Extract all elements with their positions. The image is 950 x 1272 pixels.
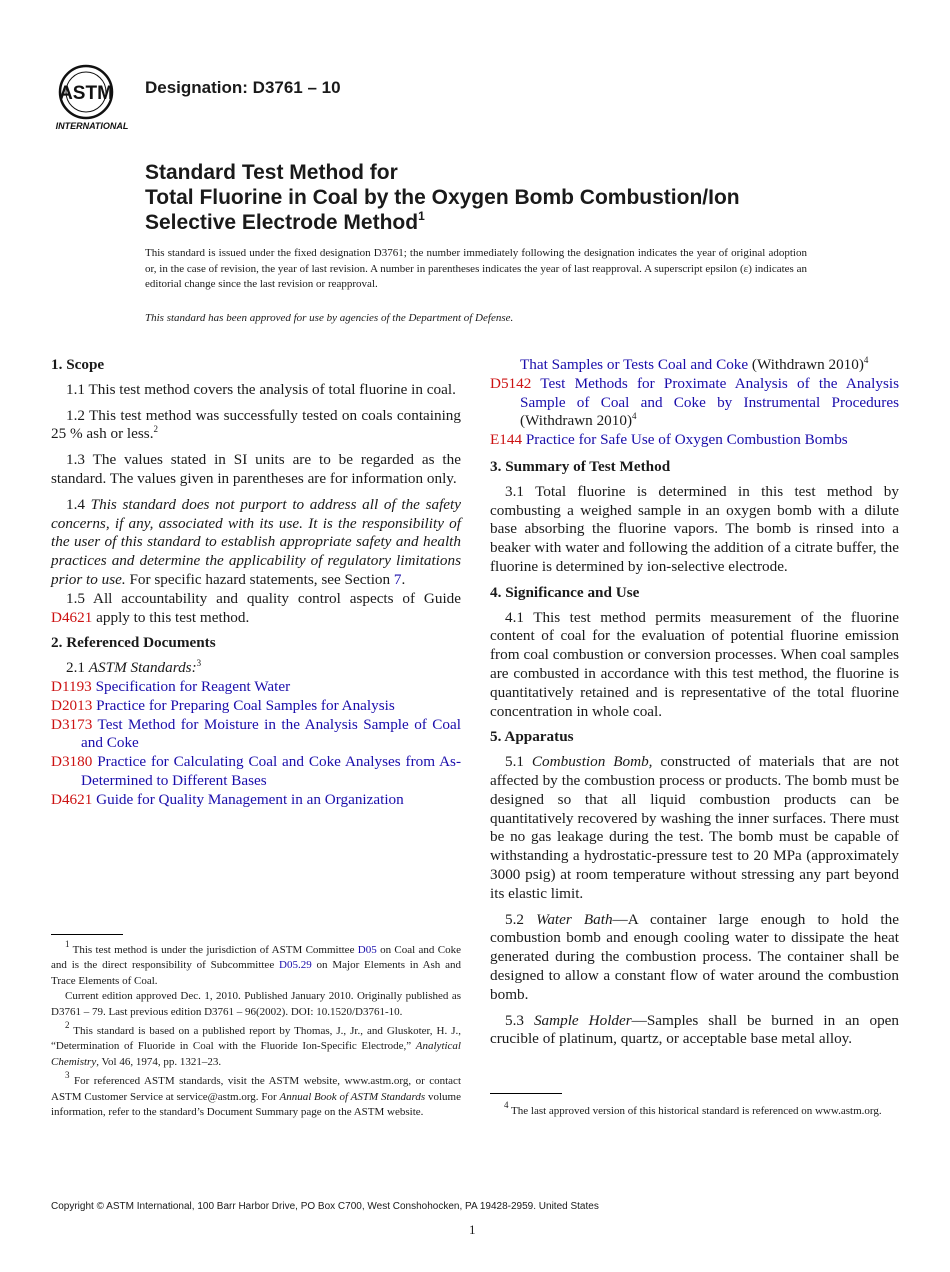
right-column — [490, 356, 899, 1056]
dod-approval-note: This standard has been approved for use by agencies of the Department of Defense. — [145, 312, 514, 324]
section-heading-significance: 4. Significance and Use — [490, 583, 640, 601]
para-2-1: 2.1 ASTM Standards:$^3$ — [66, 658, 202, 677]
footnote-divider — [490, 1093, 562, 1094]
d05-29-link[interactable]: D05.29 — [279, 959, 312, 972]
footnotes-left — [51, 939, 461, 1124]
footnote-ref-3[interactable]: 3 — [196, 658, 202, 669]
ref-item[interactable]: D2013 Practice for Preparing Coal Samples for Analysis — [51, 696, 395, 714]
para-4-1: 4.1 This test method permits measurement of the fluorine content of coal for the evaluation of potential fluorine emission from coal combustion or conversion processes. When coal samples are combusted in accordance with this test method, the fluorine is quantitatively retained and is representative of the total fluorine concentration in whole coal. — [490, 608, 899, 720]
astm-logo-subtext: INTERNATIONAL — [55, 121, 129, 131]
para-5-3: 5.3 Sample Holder—Samples shall be burned in an open crucible of platinum, quartz, or acceptable base metal alloy. — [490, 1011, 899, 1048]
title-line-3: Selective Electrode Method$^1$ — [145, 209, 425, 234]
section-heading-apparatus: 5. Apparatus — [490, 728, 574, 746]
title-line-2: Total Fluorine in Coal by the Oxygen Bomb Combustion/Ion — [145, 186, 740, 209]
para-3-1: 3.1 Total fluorine is determined in this test method by combusting a weighed sample in an oxygen bomb with a dilute base absorbing the fluorine vapors. The bomb is rinsed into a beaker with water and following the addition of a citrate buffer, the fluorine is determined by ion-selective electrode. — [490, 482, 899, 575]
issuance-note: This standard is issued under the fixed designation D3761; the number immediately following the designation indicates the year of original adoption or, in the case of revision, the year of last revision. A number in parentheses indicates the year of last reapproval. A superscript epsilon (ε) indicates an editorial change since the last revision or reapproval. — [145, 247, 807, 290]
footnote-2: $^2$ This standard is based on a published report by Thomas, J., Jr., and Gluskoter, H. J., “Determination of Fluoride in Coal with the Fluoride Ion-Specific Electrode,” Analytical Chemistry, Vol 46, 1974, pp. 1321–23. — [51, 1020, 461, 1068]
ref-item-d4621-continued[interactable]: That Samples or Tests Coal and Coke (Withdrawn 2010)$^4$ — [520, 355, 869, 373]
d4621-link[interactable]: D4621 — [51, 608, 93, 626]
ref-item-d5142[interactable]: D5142 Test Methods for Proximate Analysis of the Analysis Sample of Coal and Coke by Instrumental Procedures (Withdrawn 2010)$^4$ — [490, 374, 900, 430]
para-1-3: 1.3 The values stated in SI units are to be regarded as the standard. The values given in parentheses are for information only. — [51, 451, 461, 487]
astm-logo-text: ASTM — [59, 83, 113, 104]
document-title — [145, 160, 865, 235]
ref-item[interactable]: D3173 Test Method for Moisture in the Analysis Sample of Coal and Coke — [51, 715, 461, 752]
ref-item[interactable]: D4621 Guide for Quality Management in an Organization — [51, 790, 404, 808]
ref-item[interactable]: D1193 Specification for Reagent Water — [51, 677, 291, 695]
section-7-link[interactable]: 7 — [393, 570, 402, 588]
left-column — [51, 356, 461, 810]
footnote-1: $^1$ This test method is under the jurisdiction of ASTM Committee D05 on Coal and Coke and is the direct responsibility of Subcommittee D05.29 on Major Elements in Ash and Trace Elements of Coal. — [51, 939, 461, 987]
para-1-1: 1.1 This test method covers the analysis of total fluorine in coal. — [66, 380, 456, 398]
para-5-2: 5.2 Water Bath—A container large enough to hold the combustion bomb and enough cooling water to dissipate the heat generated during the combustion process. The container shall be designed to allow a constant flow of water around the combustion bomb. — [490, 910, 899, 1003]
title-footnote-ref[interactable]: 1 — [418, 209, 425, 223]
footnote-3: $^3$ For referenced ASTM standards, visit the ASTM website, www.astm.org, or contact ASTM Customer Service at service@astm.org. For Annual Book of ASTM Standards volume information, refer to the standard’s Document Summary page on the ASTM website. — [51, 1070, 461, 1119]
copyright-line: Copyright © ASTM International, 100 Barr Harbor Drive, PO Box C700, West Conshohocken, PA 19428-2959. United States — [51, 1201, 599, 1212]
para-1-5: 1.5 All accountability and quality control aspects of Guide D4621 apply to this test method. — [51, 589, 461, 626]
footnote-1-edition: Current edition approved Dec. 1, 2010. Published January 2010. Originally published as D3761 – 79. Last previous edition D3761 – 96(2002). DOI: 10.1520/D3761-10. — [51, 990, 461, 1018]
section-heading-referenced-documents: 2. Referenced Documents — [51, 634, 216, 652]
astm-logo — [48, 58, 140, 138]
page-number: 1 — [469, 1222, 476, 1237]
d05-link[interactable]: D05 — [357, 944, 377, 956]
section-heading-scope: 1. Scope — [51, 356, 105, 373]
para-5-1: 5.1 Combustion Bomb, constructed of materials that are not affected by the combustion process or products. The bomb must be designed so that all liquid combustion products can be quantitatively recovered by washing the inner surfaces. There must be no gas leakage during the test. The bomb must be capable of withstanding a hydrostatic-pressure test to 20 MPa (approximately 3000 psig) at room temperature without stressing any part beyond its elastic limit. — [490, 753, 899, 902]
designation: Designation: D3761 – 10 — [145, 78, 341, 97]
title-line-1: Standard Test Method for — [145, 161, 398, 184]
footnote-4: $^4$ The last approved version of this historical standard is referenced on www.astm.org. — [504, 1100, 882, 1117]
footnote-ref-2[interactable]: 2 — [153, 424, 159, 435]
section-heading-summary: 3. Summary of Test Method — [490, 457, 671, 475]
ref-item[interactable]: D3180 Practice for Calculating Coal and Coke Analyses from As-Determined to Different Bases — [51, 753, 462, 789]
para-1-4: 1.4 This standard does not purport to address all of the safety concerns, if any, associated with its use. It is the responsibility of the user of this standard to establish appropriate safety and health practices and determine the applicability of regulatory limitations prior to use. For specific hazard statements, see Section 7. — [51, 495, 462, 588]
para-1-2: 1.2 This test method was successfully tested on coals containing 25 % ash or less.$^2$ — [51, 406, 461, 443]
ref-item-e144[interactable]: E144 Practice for Safe Use of Oxygen Combustion Bombs — [490, 431, 848, 449]
footnote-divider — [51, 934, 123, 935]
